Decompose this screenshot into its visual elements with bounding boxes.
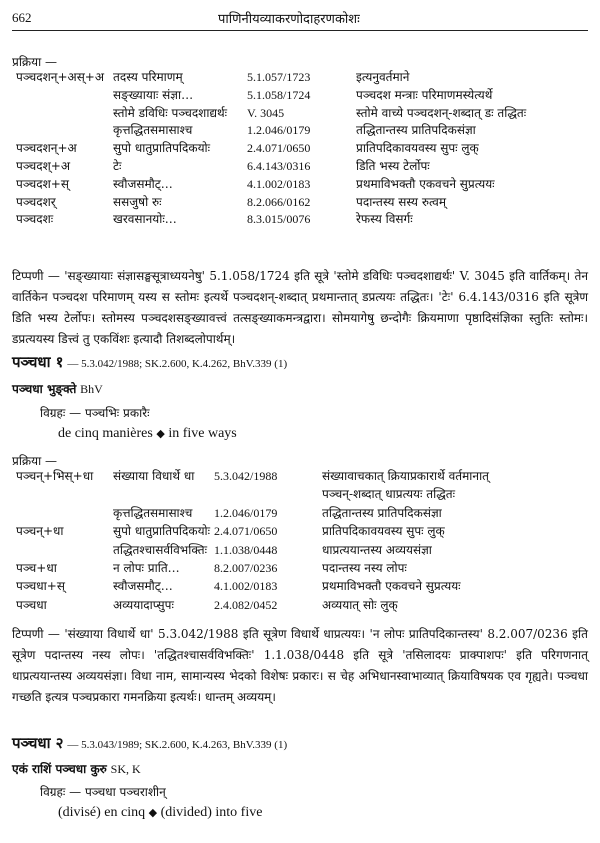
tippani-paragraph: टिप्पणी — 'संख्याया विधार्थे धा' 5.3.042/1988 इति सूत्रेण विधार्थे धाप्रत्ययः। 'न लोपः प्रातिपदिकान्तस्य' 8.2.007/0236 इति सूत्रेण पदान्तस्य नस्य लोपः। 'तद्धितश्चासर्वविभक्तिः' 1.1.038/0448 इति सूत्रे 'तसिलादयः प्राक्पाशपः' इति परिगणनात् धाप्रत्ययान्तस्य अव्ययसंज्ञा। विधा नाम, सामान्यस्य भेदको विशेषः प्रकारः। स चेह अभिधानस्वाभाव्यात् क्रियाविषयक एव गृह्यते। पञ्चधा गच्छति इत्यत्र पञ्चप्रकारा गमनक्रिया इत्यर्थः। धान्तम् अव्ययम्। bbox=[12, 627, 588, 704]
sutra: कृत्तद्धितसमासाश्च bbox=[113, 123, 193, 138]
table-row bbox=[0, 468, 600, 485]
example-source: SK, K bbox=[110, 762, 141, 776]
vigraha: विग्रहः — पञ्चभिः प्रकारैः bbox=[40, 406, 150, 420]
translation-english: in five ways bbox=[168, 426, 237, 441]
gloss: प्रातिपदिकावयवस्य सुपः लुक् bbox=[322, 524, 445, 539]
derivation-form: पञ्चदश्+अ bbox=[16, 159, 71, 173]
sutra-ref: 8.3.015/0076 bbox=[247, 212, 311, 227]
derivation-form: पञ्चदशर् bbox=[16, 194, 56, 209]
derivation-form: पञ्चन्+भिस्+धा bbox=[16, 469, 94, 483]
gloss: अव्ययात् सोः लुक् bbox=[322, 597, 398, 612]
table-row bbox=[0, 140, 600, 157]
gloss: प्रातिपदिकावयवस्य सुपः लुक् bbox=[356, 141, 479, 156]
table-row bbox=[0, 523, 600, 540]
table-row bbox=[0, 176, 600, 193]
prakriya-label: प्रक्रिया — bbox=[12, 454, 58, 468]
sutra-ref: 5.3.042/1988 bbox=[214, 469, 278, 483]
entry-references: — 5.3.043/1989; SK.2.600, K.4.263, BhV.339 (1) bbox=[67, 739, 288, 751]
sutra: सुपो धातुप्रातिपदिकयोः bbox=[113, 141, 211, 156]
gloss: धाप्रत्ययान्तस्य अव्ययसंज्ञा bbox=[322, 542, 432, 557]
example-text: एकं राशिं पञ्चधा कुरु bbox=[12, 762, 107, 776]
gloss: पञ्चन्-शब्दात् धाप्रत्ययः तद्धितः bbox=[322, 487, 456, 502]
translation bbox=[58, 426, 237, 442]
gloss: तद्धितान्तस्य प्रातिपदिकसंज्ञा bbox=[356, 123, 476, 138]
sutra-ref: 5.1.057/1723 bbox=[247, 70, 311, 84]
sutra: स्तोमे डविधिः पञ्चदशाद्यर्थः bbox=[113, 105, 228, 120]
page-number: 662 bbox=[12, 10, 32, 25]
gloss: संख्यावाचकात् क्रियाप्रकारार्थे वर्तमानात् bbox=[322, 469, 490, 483]
entry-headword: पञ्चधा २ bbox=[12, 734, 64, 752]
sutra-ref: 8.2.066/0162 bbox=[247, 194, 311, 209]
derivation-form: पञ्चधा+स् bbox=[16, 579, 65, 594]
sutra: संख्याया विधार्थे धा bbox=[113, 469, 195, 483]
translation-french: (divisé) en cinq bbox=[58, 805, 146, 820]
sutra: खरवसानयोः… bbox=[113, 212, 177, 227]
sutra: तदस्य परिमाणम् bbox=[113, 70, 183, 84]
sutra: टेः bbox=[113, 159, 122, 173]
example-source: BhV bbox=[80, 382, 103, 396]
derivation-form: पञ्चदशः bbox=[16, 212, 54, 227]
sutra: स्वौजसमौट्… bbox=[113, 579, 173, 594]
translation-french: de cinq manières bbox=[58, 426, 153, 441]
example-sentence bbox=[12, 760, 141, 777]
sutra: ससजुषो रुः bbox=[113, 194, 162, 209]
table-row bbox=[0, 69, 600, 86]
entry-headword: पञ्चधा १ bbox=[12, 353, 64, 371]
sutra-ref: 1.2.046/0179 bbox=[247, 123, 311, 138]
sutra-ref: 8.2.007/0236 bbox=[214, 561, 278, 575]
derivation-form: पञ्चन्+धा bbox=[16, 524, 64, 539]
derivation-form: पञ्च+धा bbox=[16, 561, 57, 575]
example-text: पञ्चधा भुङ्क्ते bbox=[12, 382, 77, 396]
gloss: डिति भस्य टेर्लोपः bbox=[356, 159, 430, 173]
table-row bbox=[0, 542, 600, 559]
gloss: पदान्तस्य नस्य लोपः bbox=[322, 561, 407, 575]
table-row bbox=[0, 486, 600, 503]
derivation-form: पञ्चदशन्+अस्+अ bbox=[16, 70, 105, 84]
header-rule bbox=[12, 30, 588, 31]
sutra-ref: 2.4.071/0650 bbox=[214, 524, 278, 539]
derivation-form: पञ्चदशन्+अ bbox=[16, 141, 77, 156]
gloss: पदान्तस्य सस्य रुत्वम् bbox=[356, 194, 447, 209]
gloss: तद्धितान्तस्य प्रातिपदिकसंज्ञा bbox=[322, 505, 442, 520]
sutra-ref: 2.4.082/0452 bbox=[214, 597, 278, 612]
table-row bbox=[0, 122, 600, 139]
sutra-ref: 1.1.038/0448 bbox=[214, 542, 278, 557]
sutra-ref: 4.1.002/0183 bbox=[214, 579, 278, 594]
derivation-form: पञ्चधा bbox=[16, 597, 47, 612]
table-row bbox=[0, 211, 600, 228]
example-sentence bbox=[12, 380, 103, 397]
table-row bbox=[0, 87, 600, 104]
translation bbox=[58, 805, 262, 821]
table-row bbox=[0, 560, 600, 577]
gloss: इत्यनुवर्तमाने bbox=[356, 70, 410, 84]
table-row bbox=[0, 105, 600, 122]
translation-english: (divided) into five bbox=[160, 805, 263, 820]
sutra-ref: 5.1.058/1724 bbox=[247, 87, 311, 102]
sutra: अव्ययादाप्सुपः bbox=[113, 597, 174, 612]
gloss: स्तोमे वाच्ये पञ्चदशन्-शब्दात् डः तद्धितः bbox=[356, 105, 527, 120]
gloss: पञ्चदश मन्त्राः परिमाणमस्येत्यर्थे bbox=[356, 87, 493, 102]
sutra: कृत्तद्धितसमासाश्च bbox=[113, 505, 193, 520]
diamond-icon: ◆ bbox=[148, 807, 158, 819]
gloss: रेफस्य विसर्गः bbox=[356, 212, 413, 227]
vigraha: विग्रहः — पञ्चधा पञ्चराशीन् bbox=[40, 785, 166, 799]
entry-heading bbox=[12, 733, 287, 753]
page-title: पाणिनीयव्याकरणोदाहरणकोशः bbox=[218, 12, 360, 27]
prakriya-table bbox=[0, 69, 600, 229]
sutra-ref: 1.2.046/0179 bbox=[214, 505, 278, 520]
entry-references: — 5.3.042/1988; SK.2.600, K.4.262, BhV.339 (1) bbox=[67, 358, 288, 370]
table-row bbox=[0, 578, 600, 595]
table-row bbox=[0, 505, 600, 522]
gloss: प्रथमाविभक्तौ एकवचने सुप्रत्ययः bbox=[356, 176, 495, 191]
sutra: सुपो धातुप्रातिपदिकयोः bbox=[113, 524, 211, 539]
sutra: न लोपः प्राति… bbox=[113, 561, 180, 575]
sutra: सङ्ख्यायाः संज्ञा… bbox=[113, 87, 194, 102]
prakriya-table bbox=[0, 468, 600, 618]
prakriya-label: प्रक्रिया — bbox=[12, 55, 58, 69]
entry-heading bbox=[12, 352, 287, 372]
table-row bbox=[0, 194, 600, 211]
sutra: तद्धितश्चासर्वविभक्तिः bbox=[113, 542, 208, 557]
sutra-ref: 6.4.143/0316 bbox=[247, 159, 311, 173]
derivation-form: पञ्चदश+स् bbox=[16, 176, 69, 191]
table-row bbox=[0, 158, 600, 175]
table-row bbox=[0, 597, 600, 614]
gloss: प्रथमाविभक्तौ एकवचने सुप्रत्ययः bbox=[322, 579, 461, 594]
sutra-ref: 4.1.002/0183 bbox=[247, 176, 311, 191]
sutra-ref: V. 3045 bbox=[247, 105, 285, 120]
sutra: स्वौजसमौट्… bbox=[113, 176, 173, 191]
diamond-icon: ◆ bbox=[156, 428, 165, 440]
tippani-paragraph: टिप्पणी — 'सङ्ख्यायाः संज्ञासङ्घसूत्राध्ययनेषु' 5.1.058/1724 इति सूत्रे 'स्तोमे डविधिः पञ्चदशाद्यर्थः' V. 3045 इति वार्तिकम्। तेन वार्तिकेन पञ्चदश परिमाणम् यस्य स स्तोमः इत्यर्थे पञ्चदशन्-शब्दात् प्रथमान्तात् डप्रत्ययः तद्धितः। 'टेः' 6.4.143/0316 इति सूत्रेण डिति भस्य टेर्लोपः। स्तोमस्य पञ्चदशसङ्ख्यावत्त्वं तत्सङ्ख्याकमन्त्रद्वारा। सोमयागेषु छन्दोगैः क्रियमाणा पृष्ठादिसंज्ञिका स्तुतिः स्तोमः। डप्रत्ययस्य डित्त्वं तु एकविंशः इत्यादौ तिशब्दलोपार्थम्। bbox=[12, 269, 588, 346]
sutra-ref: 2.4.071/0650 bbox=[247, 141, 311, 156]
